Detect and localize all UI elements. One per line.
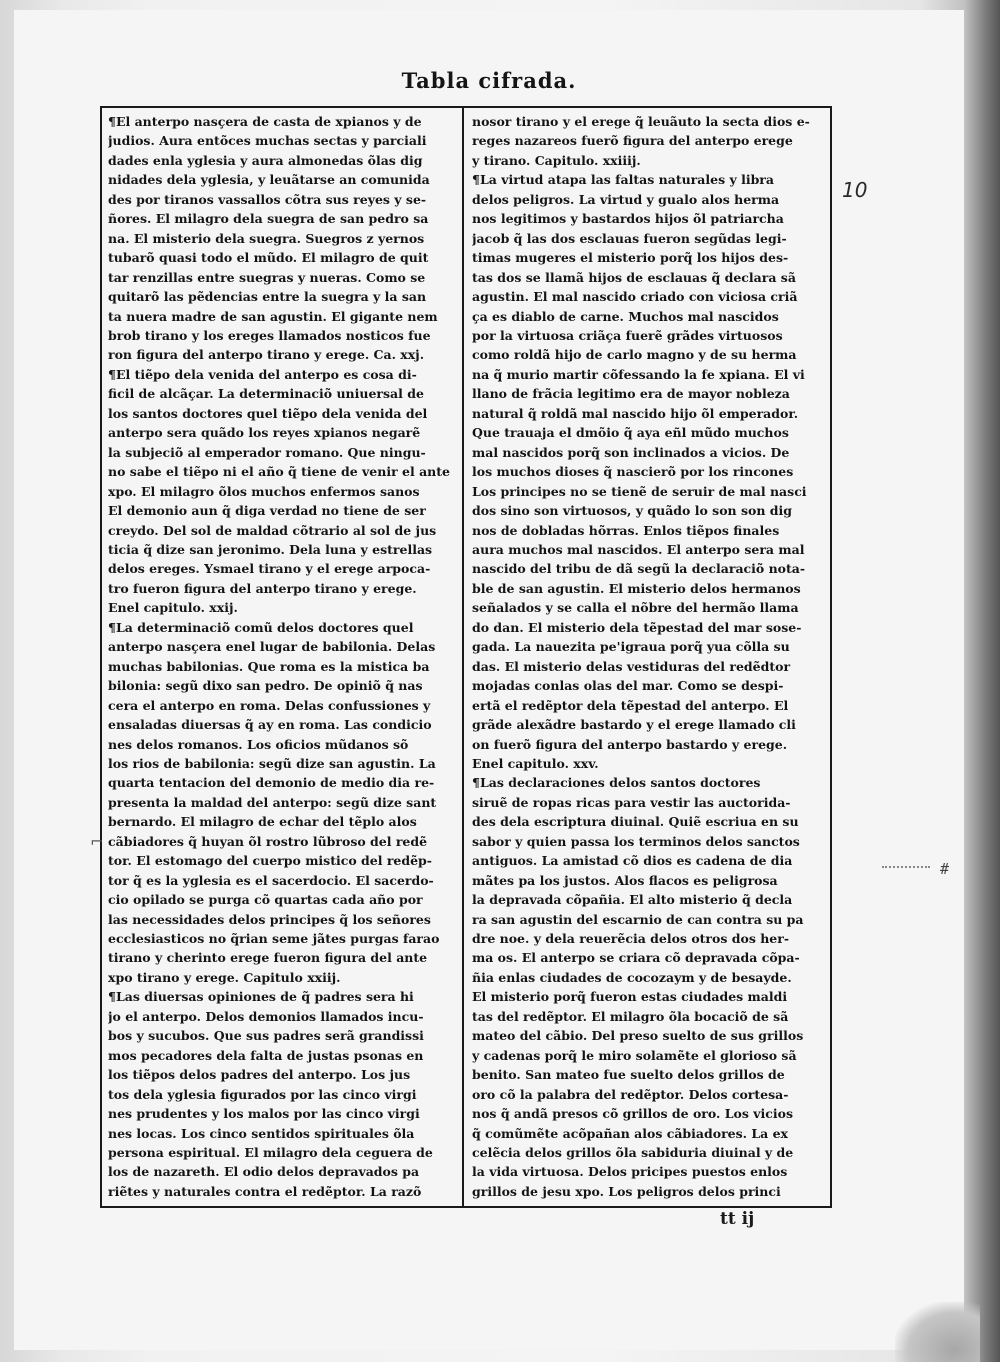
text-frame — [100, 106, 832, 1208]
left-column-text: ¶El anterpo nasçera de casta de xpianos y de judios. Aura entõces muchas sectas y parciali dades enla yglesia y aura almonedas õlas dig nidades dela yglesia, y leuãtarse an comunida des por tiranos vassallos cõtra sus reyes y se- ñores. El milagro dela suegra de san pedro sa na. El misterio dela suegra. Suegros z yernos tubarõ quasi todo el mũdo. El milagro de quit tar renzillas entre suegras y nueras. Como se quitarõ las pẽdencias entre la suegra y la san ta nuera madre de san agustin. El gigante nem brob tirano y los ereges llamados nosticos fue ron figura del anterpo tirano y erege. Ca. xxj. ¶El tiẽpo dela venida del anterpo es cosa di- ficil de alcãçar. La determinaciõ uniuersal de los santos doctores quel tiẽpo dela venida del anterpo sera quãdo los reyes xpianos negarẽ la subjeciõ al emperador romano. Que ningu- no sabe el tiẽpo ni el año q̃ tiene de venir el ante xpo. El milagro õlos muchos enfermos sanos El demonio aun q̃ diga verdad no tiene de ser creydo. Del sol de maldad cõtrario al sol de jus ticia q̃ dize san jeronimo. Dela luna y estrellas delos ereges. Ysmael tirano y el erege arpoca- tro fueron figura del anterpo tirano y erege. Enel capitulo. xxij. ¶La determinaciõ comũ delos doctores quel anterpo nasçera enel lugar de babilonia. Delas muchas babilonias. Que roma es la mistica ba bilonia: segũ dixo san pedro. De opiniõ q̃ nas cera el anterpo en roma. Delas confussiones y ensaladas diuersas q̃ ay en roma. Las condicio nes delos romanos. Los oficios mũdanos sõ los rios de babilonia: segũ dize san agustin. La quarta tentacion del demonio de medio dia re- presenta la maldad del anterpo: segũ dize sant bernardo. El milagro de echar del tẽplo alos cãbiadores q̃ huyan õl rostro lũbroso del redẽ tor. El estomago del cuerpo mistico del redẽp- tor q̃ es la yglesia es el sacerdocio. El sacerdo- cio opilado se purga cõ quartas cada año por las necessidades delos principes q̃ los señores ecclesiasticos no q̃rian seme jãtes purgas farao tirano y cherinto erege fueron figura del ante xpo tirano y erege. Capitulo xxiij. ¶Las diuersas opiniones de q̃ padres sera hi jo el anterpo. Delos demonios llamados incu- bos y sucubos. Que sus padres serã grandissi mos pecadores dela falta de justas psonas en los tiẽpos delos padres del anterpo. Los jus tos dela yglesia figurados por las cinco virgi nes prudentes y los malos por las cinco virgi nes locas. Los cinco sentidos spirituales õla persona espiritual. El milagro dela ceguera de los de nazareth. El odio delos depravados pa riẽtes y naturales contra el redẽptor. La razõ — [108, 114, 450, 1199]
right-column-text: nosor tirano y el erege q̃ leuãuto la secta dios e- reges nazareos fuerõ figura del anterpo erege y tirano. Capitulo. xxiiij. ¶La virtud atapa las faltas naturales y libra delos peligros. La virtud y gualo alos herma nos legitimos y bastardos hijos õl patriarcha jacob q̃ las dos esclauas fueron segũdas legi- timas mugeres el misterio porq̃ los hijos des- tas dos se llamã hijos de esclauas q̃ declara sã agustin. El mal nascido criado con viciosa criã ça es diablo de carne. Muchos mal nascidos por la virtuosa criãça fuerẽ grãdes virtuosos como roldã hijo de carlo magno y de su herma na q̃ murio martir cõfessando la fe xpiana. El vi llano de frãcia legitimo era de mayor nobleza natural q̃ roldã mal nascido hijo õl emperador. Que trauaja el dmõio q̃ aya eñl mũdo muchos mal nascidos porq̃ son inclinados a vicios. De los muchos dioses q̃ nascierõ por los rincones Los principes no se tienẽ de seruir de mal nasci dos sino son virtuosos, y quãdo lo son son dig nos de dobladas hõrras. Enlos tiẽpos finales aura muchos mal nascidos. El anterpo sera mal nascido del tribu de dã segũ la declaraciõ nota- ble de san agustin. El misterio delos hermanos señalados y se calla el nõbre del hermão llama do dan. El misterio dela tẽpestad del mar sose- gada. La nauezita pe'igraua porq̃ yua cõlla su das. El misterio delas vestiduras del redẽdtor mojadas conlas olas del mar. Como se despi- ertã el redẽptor dela tẽpestad del anterpo. El grãde alexãdre bastardo y el erege llamado cli on fuerõ figura del anterpo bastardo y erege. Enel capitulo. xxv. ¶Las declaraciones delos santos doctores siruẽ de ropas ricas para vestir las auctorida- des dela escriptura diuinal. Quiẽ escriua en su sabor y quien passa los terminos delos sanctos antiguos. La amistad cõ dios es cadena de dia mãtes pa los justos. Alos flacos es peligrosa la depravada cõpañia. El alto misterio q̃ decla ra san agustin del escarnio de can contra su pa dre noe. y dela reuerẽcia delos otros dos her- ma os. El anterpo se criara cõ depravada cõpa- ñia enlas ciudades de cocozaym y de besayde. El misterio porq̃ fueron estas ciudades maldi tas del redẽptor. El milagro õla bocaciõ de sã mateo del cãbio. Del preso suelto de sus grillos y cadenas porq̃ le miro solamẽte el glorioso sã benito. San mateo fue suelto delos grillos de oro cõ la palabra del redẽptor. Delos cortesa- nos q̃ andã presos cõ grillos de oro. Los vicios q̃ comũmẽte acõpañan alos cãbiadores. La ex celẽcia delos grillos õla sabiduria diuinal y de la vida virtuosa. Delos pricipes puestos enlos grillos de jesu xpo. Los peligros delos princi — [472, 114, 810, 1199]
margin-hash-mark: # — [940, 860, 950, 878]
signature-mark: tt ij — [720, 1209, 755, 1229]
thumb-shadow — [895, 1302, 980, 1362]
scanner-edge-shadow — [966, 0, 1000, 1362]
margin-bracket-mark: ⌐ — [90, 832, 104, 851]
handwritten-margin-note: 10 — [842, 178, 868, 202]
margin-dotted-line — [882, 866, 930, 868]
book-page — [14, 10, 964, 1350]
running-header: Tabla cifrada. — [401, 68, 577, 93]
column-divider — [462, 108, 464, 1206]
